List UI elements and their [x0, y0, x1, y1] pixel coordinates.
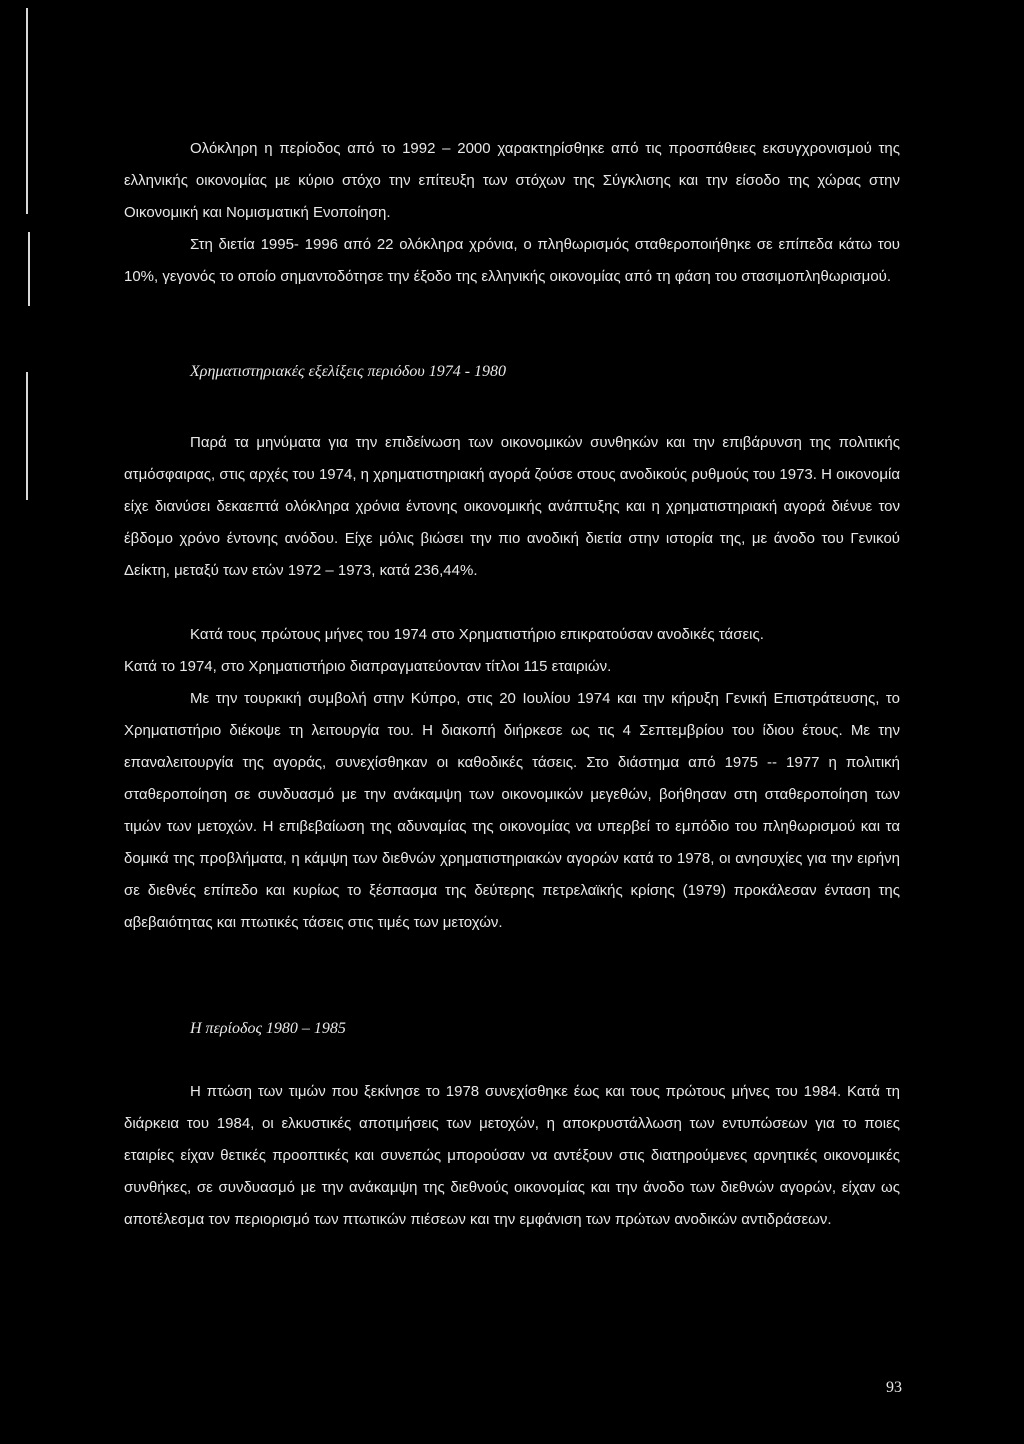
- scan-edge-line: [28, 232, 30, 306]
- paragraph: Παρά τα μηνύματα για την επιδείνωση των οικονομικών συνθηκών και την επιβάρυνση της πολιτικής ατμόσφαιρας, στις αρχές του 1974, η χρηματιστηριακή αγορά ζούσε στους ανοδικούς ρυθμούς του 1973. Η οικονομία είχε διανύσει δεκαεπτά ολόκληρα χρόνια έντονης οικονομικής ανάπτυξης και η χρηματιστηριακή αγορά διένυε τον έβδομο χρόνο έντονης ανόδου. Είχε μόλις βιώσει την πιο ανοδική διετία στην ιστορία της, με άνοδο του Γενικού Δείκτη, μεταξύ των ετών 1972 – 1973, κατά 236,44%.: [124, 434, 900, 579]
- paragraph: Κατά το 1974, στο Χρηματιστήριο διαπραγματεύονταν τίτλοι 115 εταιριών.: [124, 658, 612, 675]
- paragraph: Στη διετία 1995- 1996 από 22 ολόκληρα χρόνια, ο πληθωρισμός σταθεροποιήθηκε σε επίπεδα κάτω του 10%, γεγονός το οποίο σημαντοδότησε την έξοδο της ελληνικής οικονομίας από τη φάση του στασιμοπληθωρισμού.: [124, 236, 900, 285]
- section-heading: Χρηματιστηριακές εξελίξεις περιόδου 1974 - 1980: [190, 363, 507, 380]
- paragraph: Ολόκληρη η περίοδος από το 1992 – 2000 χαρακτηρίσθηκε από τις προσπάθειες εκσυγχρονισμού της ελληνικής οικονομίας με κύριο στόχο την επίτευξη των στόχων της Σύγκλισης και την είσοδο της χώρας στην Οικονομική και Νομισματική Ενοποίηση.: [124, 140, 900, 221]
- paragraph: Με την τουρκική συμβολή στην Κύπρο, στις 20 Ιουλίου 1974 και την κήρυξη Γενική Επιστράτευσης, το Χρηματιστήριο διέκοψε τη λειτουργία του. Η διακοπή διήρκεσε ως τις 4 Σεπτεμβρίου του ίδιου έτους. Με την επαναλειτουργία της αγοράς, συνεχίσθηκαν οι καθοδικές τάσεις. Στο διάστημα από 1975 -- 1977 η πολιτική σταθεροποίηση σε συνδυασμό με την ανάκαμψη των οικονομικών μεγεθών, βοήθησαν στη σταθεροποίηση των τιμών των μετοχών. Η επιβεβαίωση της αδυναμίας της οικονομίας να υπερβεί το εμπόδιο του πληθωρισμού και τα δομικά της προβλήματα, η κάμψη των διεθνών χρηματιστηριακών αγορών κατά το 1978, οι ανησυχίες για την ειρήνη σε διεθνές επίπεδο και κυρίως το ξέσπασμα της δεύτερης πετρελαϊκής κρίσης (1979) προκάλεσαν ένταση της αβεβαιότητας και πτωτικές τάσεις στις τιμές των μετοχών.: [124, 690, 900, 931]
- scan-edge-line: [26, 372, 28, 500]
- paragraph: Κατά τους πρώτους μήνες του 1974 στο Χρηματιστήριο επικρατούσαν ανοδικές τάσεις.: [190, 626, 764, 643]
- page-number: 93: [886, 1379, 902, 1396]
- section-heading: Η περίοδος 1980 – 1985: [190, 1020, 346, 1037]
- paragraph: Η πτώση των τιμών που ξεκίνησε το 1978 συνεχίσθηκε έως και τους πρώτους μήνες του 1984. Κατά τη διάρκεια του 1984, οι ελκυστικές αποτιμήσεις των μετοχών, η αποκρυστάλλωση των εντυπώσεων για το ποιες εταιρίες είχαν θετικές προοπτικές και συνεπώς μπορούσαν να αντέξουν στις διατηρούμενες αρνητικές οικονομικές συνθήκες, σε συνδυασμό με την ανάκαμψη της διεθνούς οικονομίας και την άνοδο των διεθνών αγορών, είχαν ως αποτέλεσμα τον περιορισμό των πτωτικών πιέσεων και την εμφάνιση των πρώτων ανοδικών αντιδράσεων.: [124, 1083, 900, 1228]
- scan-edge-line: [26, 8, 28, 214]
